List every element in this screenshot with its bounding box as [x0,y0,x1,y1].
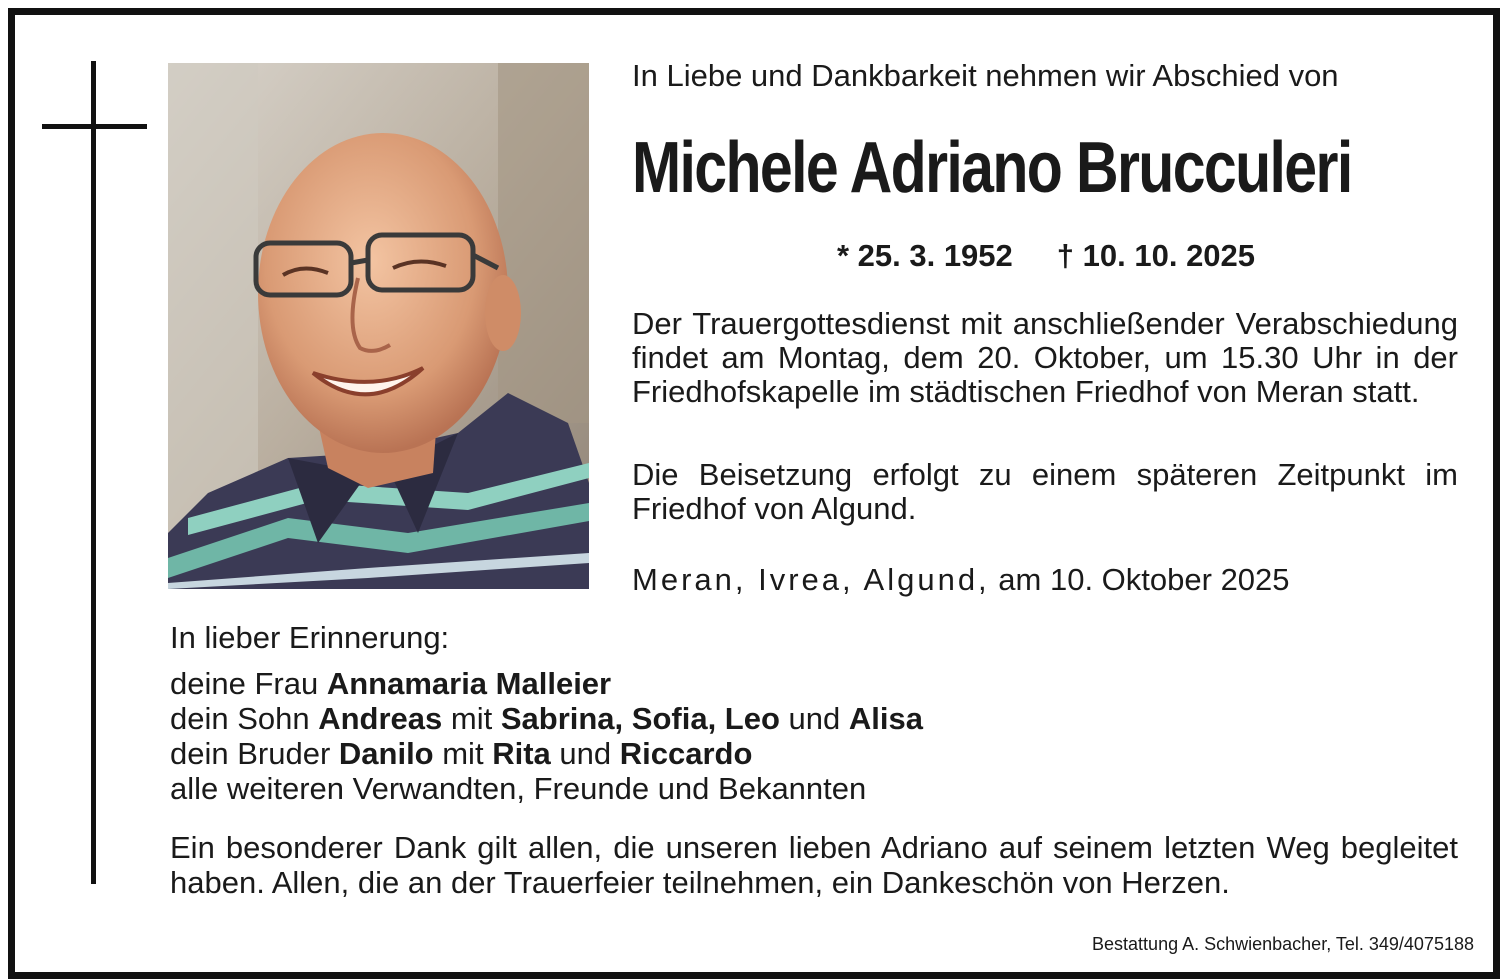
family-connector: und [779,701,849,736]
family-name: Rita [492,736,551,771]
family-list [170,666,923,806]
family-name: Alisa [848,701,923,736]
service-paragraph: Der Trauergottesdienst mit anschließender Verabschiedung findet am Montag, dem 20. Oktober, um 15.30 Uhr in der Friedhofskapelle im städtischen Friedhof von Meran statt. [632,306,1458,409]
family-name: Annamaria Malleier [326,666,612,701]
thanks-paragraph: Ein besonderer Dank gilt allen, die unseren lieben Adriano auf seinem letzten Weg begleitet haben. Allen, die an der Trauerfeier teilnehmen, ein Dankeschön von Herzen. [170,830,1458,900]
cross-icon [91,61,96,884]
burial-paragraph: Die Beisetzung erfolgt zu einem späteren Zeitpunkt im Friedhof von Algund. [632,457,1458,526]
family-name: Andreas [318,701,443,736]
family-label: dein Sohn [170,701,319,736]
funeral-home-footer: Bestattung A. Schwienbacher, Tel. 349/4075188 [1092,934,1474,954]
deceased-name: Michele Adriano Brucculeri [632,128,1352,208]
family-name: Danilo [338,736,434,771]
place-date-text: am 10. Oktober 2025 [998,562,1290,597]
family-line-wife [170,666,923,701]
intro-text: In Liebe und Dankbarkeit nehmen wir Abschied von [632,58,1339,93]
family-label: dein Bruder [170,736,339,771]
family-line-brother [170,736,923,771]
portrait-photo [168,63,589,589]
family-name: Sabrina, Sofia, Leo [500,701,780,736]
family-connector: mit [433,736,493,771]
family-line-others: alle weiteren Verwandten, Freunde und Bekannten [170,771,867,806]
cross-bar [42,124,147,129]
memory-heading: In lieber Erinnerung: [170,620,450,655]
family-connector: mit [442,701,501,736]
birth-date: * 25. 3. 1952 [836,238,1013,273]
death-date: † 10. 10. 2025 [1056,238,1256,273]
place-names: Meran, Ivrea, Algund, [632,562,990,597]
family-connector: und [550,736,620,771]
place-date [632,562,1290,598]
family-label: deine Frau [170,666,327,701]
family-name: Riccardo [619,736,753,771]
life-dates [632,238,1460,274]
family-line-son [170,701,923,736]
